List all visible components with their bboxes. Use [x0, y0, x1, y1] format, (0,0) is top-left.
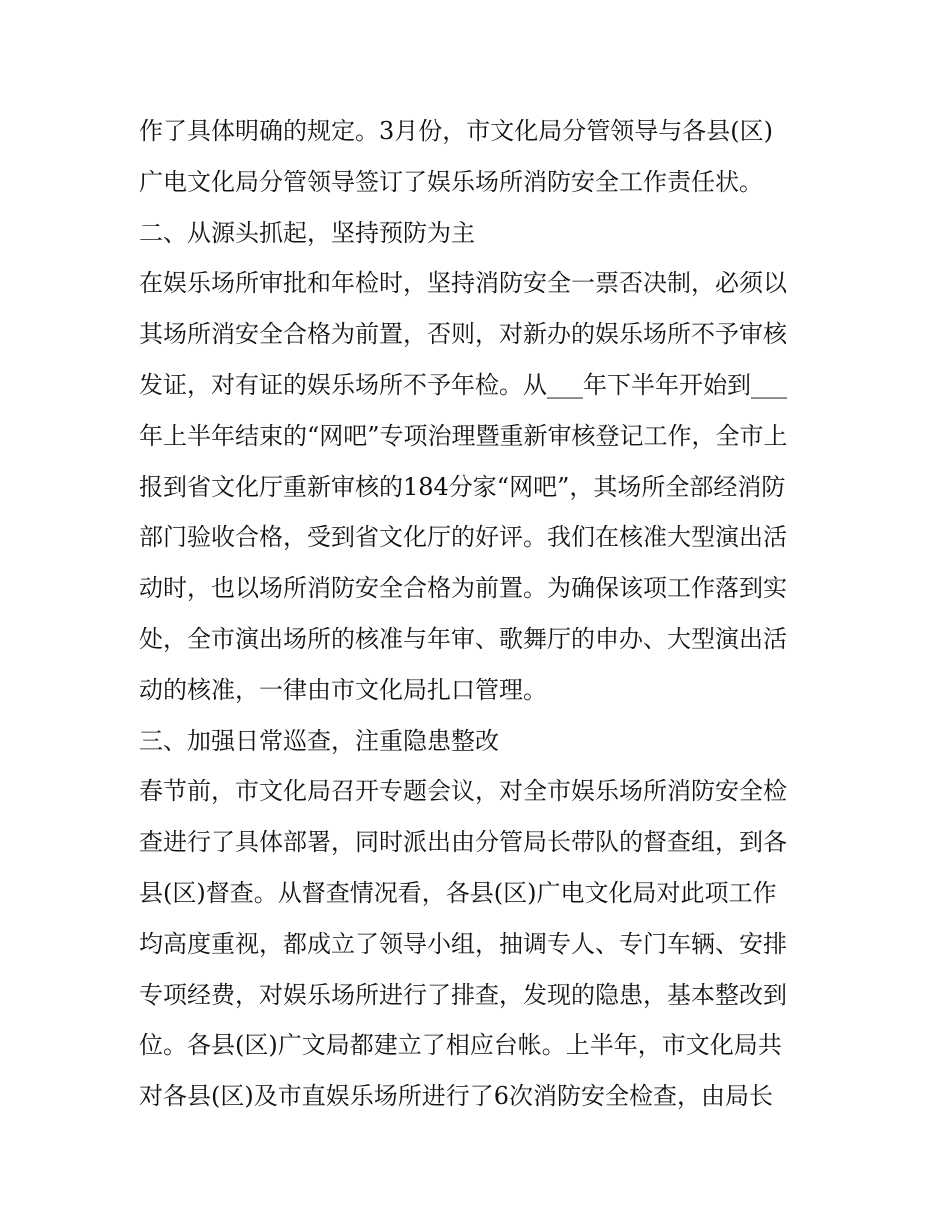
- text-line: 广电文化局分管领导签订了娱乐场所消防安全工作责任状。: [139, 167, 763, 196]
- text-line: 均高度重视，都成立了领导小组，抽调专人、专门车辆、安排: [139, 929, 787, 958]
- text-line: 对各县(区)及市直娱乐场所进行了6次消防安全检查，由局长: [139, 1082, 773, 1111]
- document-body: [139, 106, 819, 1122]
- text-line: 其场所消安全合格为前置，否则，对新办的娱乐场所不予审核: [139, 320, 787, 349]
- text-line: 春节前，市文化局召开专题会议，对全市娱乐场所消防安全检: [139, 777, 787, 806]
- text-line: 动时，也以场所消防安全合格为前置。为确保该项工作落到实: [139, 574, 787, 603]
- text-line: 动的核准，一律由市文化局扎口管理。: [139, 675, 547, 704]
- text-line: 作了具体明确的规定。3月份，市文化局分管领导与各县(区): [139, 117, 773, 145]
- text-line: 专项经费，对娱乐场所进行了排查，发现的隐患，基本整改到: [139, 980, 787, 1009]
- text-line: 查进行了具体部署，同时派出由分管局长带队的督查组，到各: [139, 828, 787, 857]
- text-line: 位。各县(区)广文局都建立了相应台帐。上半年，市文化局共: [139, 1031, 782, 1060]
- text-line: 报到省文化厅重新审核的184分家“网吧”，其场所全部经消防: [139, 472, 786, 501]
- text-line: 处，全市演出场所的核准与年审、歌舞厅的申办、大型演出活: [139, 624, 787, 653]
- section-heading: 三、加强日常巡查，注重隐患整改: [139, 726, 499, 755]
- text-line: 县(区)督查。从督查情况看，各县(区)广电文化局对此项工作: [139, 878, 777, 907]
- section-heading: 二、从源头抓起，坚持预防为主: [139, 218, 475, 247]
- text-line: 在娱乐场所审批和年检时，坚持消防安全一票否决制，必须以: [139, 269, 787, 298]
- text-line: 发证，对有证的娱乐场所不予年检。从___年下半年开始到___: [139, 370, 787, 399]
- text-line: 年上半年结束的“网吧”专项治理暨重新审核登记工作，全市上: [139, 421, 788, 450]
- text-line: 部门验收合格，受到省文化厅的好评。我们在核准大型演出活: [139, 523, 787, 552]
